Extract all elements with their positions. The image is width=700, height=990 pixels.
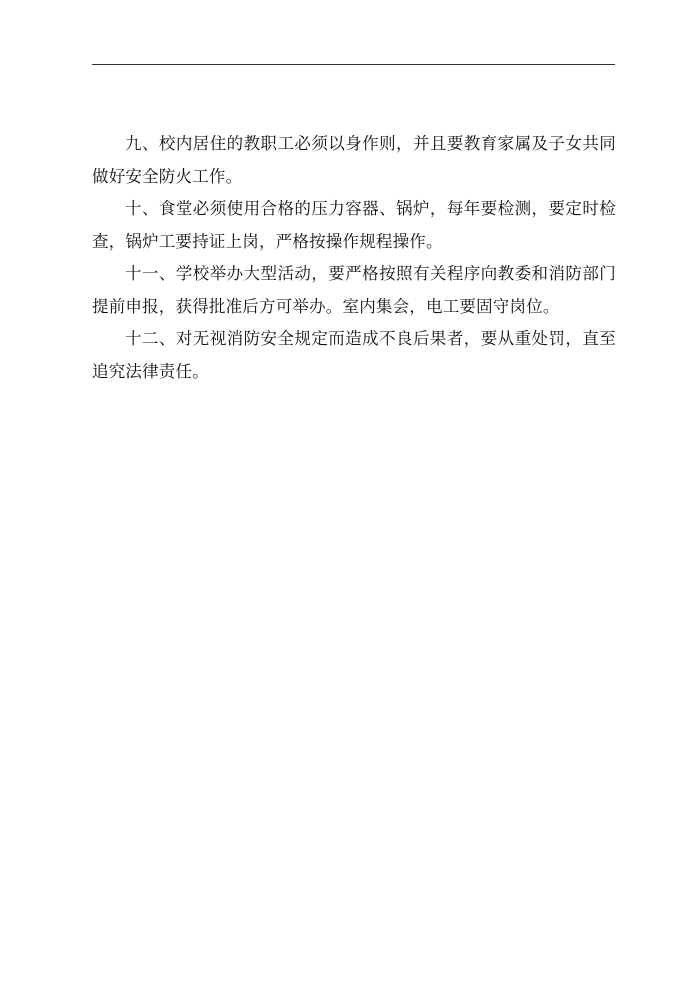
- document-body: [92, 128, 616, 388]
- paragraph-item-9: 九、校内居住的教职工必须以身作则，并且要教育家属及子女共同做好安全防火工作。: [92, 134, 616, 186]
- paragraph-item-12: 十二、对无视消防安全规定而造成不良后果者，要从重处罚，直至追究法律责任。: [92, 329, 616, 381]
- header-divider: [92, 64, 615, 65]
- paragraph-item-11: 十一、学校举办大型活动，要严格按照有关程序向教委和消防部门提前申报，获得批准后方可举办。室内集会，电工要固守岗位。: [92, 264, 616, 316]
- paragraph-item-10: 十、食堂必须使用合格的压力容器、锅炉，每年要检测，要定时检查，锅炉工要持证上岗，严格按操作规程操作。: [92, 199, 616, 251]
